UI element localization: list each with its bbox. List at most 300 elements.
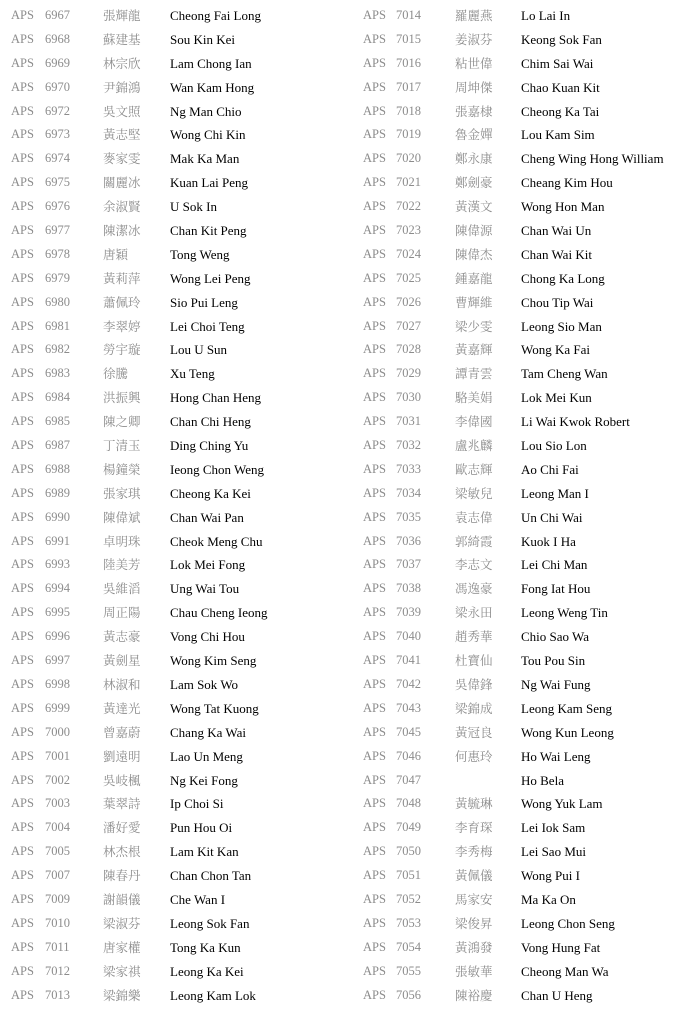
entry-english-name: Chong Ka Long [521,270,605,286]
entry-chinese-name: 李志文 [455,557,493,573]
list-item [352,386,683,410]
entry-chinese-name: 羅麗燕 [455,8,493,23]
entry-prefix: APS [11,748,34,763]
list-item [0,840,350,864]
entry-prefix: APS [11,772,34,787]
entry-prefix: APS [11,8,34,22]
entry-number: 7056 [396,987,421,1002]
entry-number: 7001 [45,748,70,763]
list-item [352,147,683,171]
entry-prefix: APS [363,820,386,835]
entry-prefix: APS [363,175,386,190]
list-item [352,76,683,100]
entry-english-name: Wong Pui I [521,868,580,884]
entry-chinese-name: 陸美芳 [103,557,141,573]
right-column [352,4,683,1007]
entry-number: 7022 [396,199,421,214]
entry-number: 7033 [396,461,421,476]
list-item [0,458,350,482]
entry-prefix: APS [363,318,386,333]
entry-prefix: APS [11,796,34,811]
entry-prefix: APS [363,414,386,429]
entry-number: 6981 [45,318,70,333]
entry-chinese-name: 吳偉鋒 [455,676,493,692]
list-item [0,530,350,554]
entry-english-name: Ho Bela [521,772,564,788]
list-item [0,577,350,601]
entry-chinese-name: 尹錦鴻 [103,79,141,95]
entry-prefix: APS [363,294,386,309]
list-item [0,912,350,936]
entry-chinese-name: 蘇建基 [103,31,141,47]
entry-english-name: Tong Weng [170,246,230,262]
entry-number: 7004 [45,820,70,835]
entry-chinese-name: 駱美娟 [455,390,493,406]
entry-number: 6989 [45,485,70,500]
entry-number: 6979 [45,270,70,285]
list-item [0,721,350,745]
entry-chinese-name: 張家琪 [103,485,141,501]
entry-english-name: Wong Chi Kin [170,127,246,143]
entry-chinese-name: 李育琛 [455,820,493,836]
entry-english-name: Sio Pui Leng [170,294,238,310]
entry-english-name: Pun Hou Oi [170,820,233,836]
entry-chinese-name: 劉遠明 [103,748,141,764]
list-item [0,745,350,769]
entry-number: 6969 [45,55,70,70]
entry-number: 7007 [45,868,70,883]
entry-english-name: Chan Wai Pan [170,509,244,525]
entry-number: 7046 [396,748,421,763]
entry-prefix: APS [11,318,34,333]
entry-chinese-name: 曹輝維 [455,294,493,310]
entry-english-name: Vong Chi Hou [170,629,245,645]
entry-number: 7038 [396,581,421,596]
entry-chinese-name: 曾嘉蔚 [103,724,141,740]
list-item [352,195,683,219]
list-item [352,769,683,793]
entry-english-name: Lam Sok Wo [170,676,239,692]
entry-english-name: Un Chi Wai [521,509,583,525]
entry-english-name: Cheong Ka Kei [170,485,251,501]
entry-english-name: Wong Kim Seng [170,653,257,669]
list-item [352,864,683,888]
list-item [0,291,350,315]
entry-chinese-name: 勞宇璇 [103,342,141,358]
list-item [352,362,683,386]
entry-chinese-name: 丁清玉 [103,438,141,454]
entry-prefix: APS [11,55,34,70]
entry-english-name: Lam Kit Kan [170,844,239,860]
entry-number: 7042 [396,676,421,691]
entry-number: 7050 [396,844,421,859]
list-item [0,195,350,219]
entry-chinese-name: 郭綺霞 [455,533,493,549]
entry-chinese-name: 麥家雯 [103,151,141,167]
entry-prefix: APS [11,461,34,476]
entry-number: 6975 [45,175,70,190]
entry-prefix: APS [11,366,34,381]
entry-chinese-name: 謝韻儀 [103,891,141,907]
entry-number: 6995 [45,605,70,620]
entry-number: 6978 [45,246,70,261]
list-item [0,506,350,530]
entry-english-name: Lou Sio Lon [521,438,587,454]
list-item [0,434,350,458]
list-item [352,28,683,52]
entry-english-name: Cheang Kim Hou [521,175,613,191]
entry-prefix: APS [363,891,386,906]
entry-prefix: APS [363,8,386,22]
entry-chinese-name: 陳潔冰 [103,223,141,239]
entry-chinese-name: 陳裕慶 [455,987,493,1003]
entry-prefix: APS [363,533,386,548]
entry-prefix: APS [11,557,34,572]
entry-number: 7030 [396,390,421,405]
entry-prefix: APS [11,103,34,118]
list-item [0,315,350,339]
entry-chinese-name: 梁敏兒 [455,485,493,501]
entry-chinese-name: 吳岐楓 [103,772,141,788]
entry-chinese-name: 唐家權 [103,939,141,955]
entry-prefix: APS [11,915,34,930]
entry-chinese-name: 唐穎 [103,246,129,262]
entry-chinese-name: 姜淑芬 [455,31,493,47]
list-item [352,267,683,291]
entry-number: 7027 [396,318,421,333]
entry-english-name: Ding Ching Yu [170,438,249,454]
entry-english-name: Keong Sok Fan [521,31,602,47]
list-item [352,840,683,864]
entry-chinese-name: 杜寶仙 [455,653,493,669]
entry-chinese-name: 林淑和 [103,676,141,692]
list-item [0,219,350,243]
entry-number: 6988 [45,461,70,476]
entry-english-name: Mak Ka Man [170,151,240,167]
entry-chinese-name: 馬家安 [455,891,493,907]
entry-prefix: APS [363,868,386,883]
entry-english-name: Wong Lei Peng [170,270,251,286]
entry-english-name: Wong Yuk Lam [521,796,603,812]
entry-chinese-name: 黃嘉輝 [455,342,493,358]
entry-prefix: APS [11,127,34,142]
entry-chinese-name: 梁錦樂 [103,987,141,1003]
entry-english-name: Chan Chon Tan [170,868,252,884]
entry-prefix: APS [363,844,386,859]
entry-prefix: APS [11,414,34,429]
entry-english-name: Lei Iok Sam [521,820,586,836]
entry-number: 7017 [396,79,421,94]
entry-english-name: Lok Mei Kun [521,390,592,406]
list-item [352,52,683,76]
entry-english-name: Chao Kuan Kit [521,79,600,95]
entry-number: 7018 [396,103,421,118]
entry-prefix: APS [363,509,386,524]
entry-chinese-name: 吳維滔 [103,581,141,597]
entry-chinese-name: 趙秀華 [455,629,493,645]
entry-chinese-name: 黃莉萍 [103,270,141,286]
entry-english-name: Li Wai Kwok Robert [521,414,630,430]
entry-english-name: Kuok I Ha [521,533,576,549]
entry-english-name: Kuan Lai Peng [170,175,248,191]
entry-chinese-name: 梁永田 [455,605,493,621]
entry-number: 7040 [396,629,421,644]
entry-prefix: APS [363,199,386,214]
entry-english-name: Leong Man I [521,485,589,501]
entry-chinese-name: 梁淑芬 [103,915,141,931]
entry-number: 7045 [396,724,421,739]
entry-prefix: APS [363,915,386,930]
entry-prefix: APS [11,223,34,238]
list-item [352,219,683,243]
entry-prefix: APS [11,199,34,214]
list-item [0,267,350,291]
entry-number: 6982 [45,342,70,357]
list-item [0,410,350,434]
entry-chinese-name: 李翠婷 [103,318,141,334]
entry-english-name: Sou Kin Kei [170,31,235,47]
entry-english-name: Chou Tip Wai [521,294,594,310]
list-item [352,458,683,482]
list-item [0,362,350,386]
entry-english-name: Ung Wai Tou [170,581,240,597]
entry-english-name: Vong Hung Fat [521,939,601,955]
entry-prefix: APS [11,844,34,859]
entry-chinese-name: 林杰根 [103,844,141,860]
entry-number: 7016 [396,55,421,70]
entry-prefix: APS [11,891,34,906]
entry-chinese-name: 楊鐘榮 [103,461,141,477]
entry-english-name: Wong Hon Man [521,199,605,215]
entry-prefix: APS [363,31,386,46]
entry-number: 7036 [396,533,421,548]
entry-english-name: Chan Kit Peng [170,223,247,239]
entry-number: 6976 [45,199,70,214]
entry-number: 7025 [396,270,421,285]
list-item [352,338,683,362]
list-item [352,649,683,673]
list-item [0,386,350,410]
entry-prefix: APS [11,653,34,668]
entry-chinese-name: 洪振興 [103,390,141,406]
entry-number: 7055 [396,963,421,978]
list-item [0,123,350,147]
entry-english-name: Lei Chi Man [521,557,588,573]
entry-chinese-name: 黃佩儀 [455,868,493,884]
entry-chinese-name: 蕭佩玲 [103,294,141,310]
entry-prefix: APS [363,246,386,261]
entry-number: 7011 [45,939,70,954]
entry-chinese-name: 何惠玲 [455,748,493,764]
entry-chinese-name: 李偉國 [455,414,493,430]
entry-english-name: Tou Pou Sin [521,653,586,669]
entry-chinese-name: 張敏華 [455,963,493,979]
list-item [0,482,350,506]
list-item [0,769,350,793]
list-item [352,315,683,339]
list-item [352,434,683,458]
entry-prefix: APS [11,175,34,190]
entry-english-name: Cheng Wing Hong William [521,151,664,167]
entry-prefix: APS [11,724,34,739]
list-item [352,792,683,816]
entry-english-name: Cheong Fai Long [170,8,261,23]
list-item [352,577,683,601]
entry-number: 6991 [45,533,70,548]
list-item [352,984,683,1008]
list-item [0,171,350,195]
entry-chinese-name: 黃毓琳 [455,796,493,812]
list-item [352,697,683,721]
list-item [0,553,350,577]
entry-number: 7014 [396,8,421,22]
entry-number: 7002 [45,772,70,787]
list-item [0,697,350,721]
entry-number: 7026 [396,294,421,309]
list-item [352,625,683,649]
list-item [0,625,350,649]
entry-prefix: APS [363,461,386,476]
entry-english-name: Chan U Heng [521,987,593,1003]
entry-number: 7052 [396,891,421,906]
entry-chinese-name: 陳偉斌 [103,509,141,525]
entry-english-name: Leong Sok Fan [170,915,250,931]
entry-english-name: Leong Sio Man [521,318,602,334]
entry-number: 7020 [396,151,421,166]
entry-english-name: Lok Mei Fong [170,557,246,573]
entry-chinese-name: 周正陽 [103,605,141,621]
entry-prefix: APS [11,509,34,524]
entry-chinese-name: 梁俊昇 [455,915,493,931]
entry-number: 6997 [45,653,70,668]
list-item [352,673,683,697]
list-item [352,936,683,960]
entry-english-name: Lou U Sun [170,342,228,358]
entry-prefix: APS [363,939,386,954]
list-item [0,984,350,1008]
entry-prefix: APS [363,629,386,644]
entry-english-name: Cheok Meng Chu [170,533,263,549]
list-item [0,673,350,697]
entry-chinese-name: 關麗冰 [103,175,141,191]
entry-prefix: APS [11,605,34,620]
entry-chinese-name: 黃漢文 [455,199,493,215]
entry-prefix: APS [363,700,386,715]
list-item [0,100,350,124]
entry-number: 6977 [45,223,70,238]
entry-prefix: APS [363,796,386,811]
entry-chinese-name: 馮逸豪 [455,581,493,597]
entry-number: 6999 [45,700,70,715]
entry-number: 6968 [45,31,70,46]
entry-number: 7049 [396,820,421,835]
entry-chinese-name: 葉翠詩 [103,796,141,812]
entry-english-name: Lei Choi Teng [170,318,245,334]
entry-prefix: APS [363,605,386,620]
entry-chinese-name: 歐志輝 [455,461,493,477]
list-item [352,601,683,625]
entry-number: 7031 [396,414,421,429]
entry-chinese-name: 林宗欣 [103,55,141,71]
entry-english-name: Chim Sai Wai [521,55,594,71]
entry-english-name: Leong Kam Seng [521,700,612,716]
entry-number: 7015 [396,31,421,46]
entry-prefix: APS [11,533,34,548]
entry-chinese-name: 黃達光 [103,700,141,716]
entry-prefix: APS [363,438,386,453]
entry-number: 7013 [45,987,70,1002]
entry-number: 6973 [45,127,70,142]
entry-prefix: APS [11,270,34,285]
entry-chinese-name: 梁錦成 [455,700,493,716]
entry-number: 6996 [45,629,70,644]
entry-english-name: Lam Chong Ian [170,55,252,71]
list-item [352,721,683,745]
entry-english-name: Lei Sao Mui [521,844,586,860]
entry-prefix: APS [363,772,386,787]
entry-number: 7023 [396,223,421,238]
entry-chinese-name: 黃鴻發 [455,939,493,955]
entry-chinese-name: 陳春丹 [103,868,141,884]
entry-prefix: APS [363,748,386,763]
entry-english-name: Leong Chon Seng [521,915,615,931]
entry-number: 7048 [396,796,421,811]
entry-english-name: Ao Chi Fai [521,461,579,477]
entry-prefix: APS [363,55,386,70]
entry-prefix: APS [11,987,34,1002]
entry-chinese-name: 黃冠良 [455,724,493,740]
entry-number: 7035 [396,509,421,524]
list-item [0,792,350,816]
entry-english-name: Lo Lai In [521,8,571,23]
entry-prefix: APS [11,963,34,978]
entry-english-name: Wong Ka Fai [521,342,590,358]
entry-prefix: APS [363,724,386,739]
list-item [0,28,350,52]
entry-chinese-name: 李秀梅 [455,844,493,860]
list-item [352,243,683,267]
entry-number: 7053 [396,915,421,930]
entry-english-name: Ma Ka On [521,891,576,907]
entry-chinese-name: 周坤傑 [455,79,493,95]
entry-number: 7010 [45,915,70,930]
entry-number: 6983 [45,366,70,381]
entry-english-name: Hong Chan Heng [170,390,261,406]
entry-chinese-name: 梁家祺 [103,963,141,979]
entry-chinese-name: 吳文照 [103,103,141,119]
entry-english-name: Cheong Ka Tai [521,103,600,119]
entry-number: 7034 [396,485,421,500]
entry-number: 7029 [396,366,421,381]
entry-number: 6987 [45,438,70,453]
entry-number: 7012 [45,963,70,978]
entry-number: 6985 [45,414,70,429]
entry-english-name: Lao Un Meng [170,748,243,764]
list-item [352,4,683,28]
entry-english-name: Lou Kam Sim [521,127,595,143]
entry-english-name: Ho Wai Leng [521,748,591,764]
entry-chinese-name: 鍾嘉龍 [455,270,493,286]
entry-number: 7009 [45,891,70,906]
entry-chinese-name: 陳之卿 [103,414,141,430]
entry-chinese-name: 鄭劍豪 [455,175,493,191]
list-item [352,482,683,506]
entry-number: 6984 [45,390,70,405]
entry-number: 6998 [45,676,70,691]
list-item [352,410,683,434]
entry-prefix: APS [11,390,34,405]
list-item [352,100,683,124]
